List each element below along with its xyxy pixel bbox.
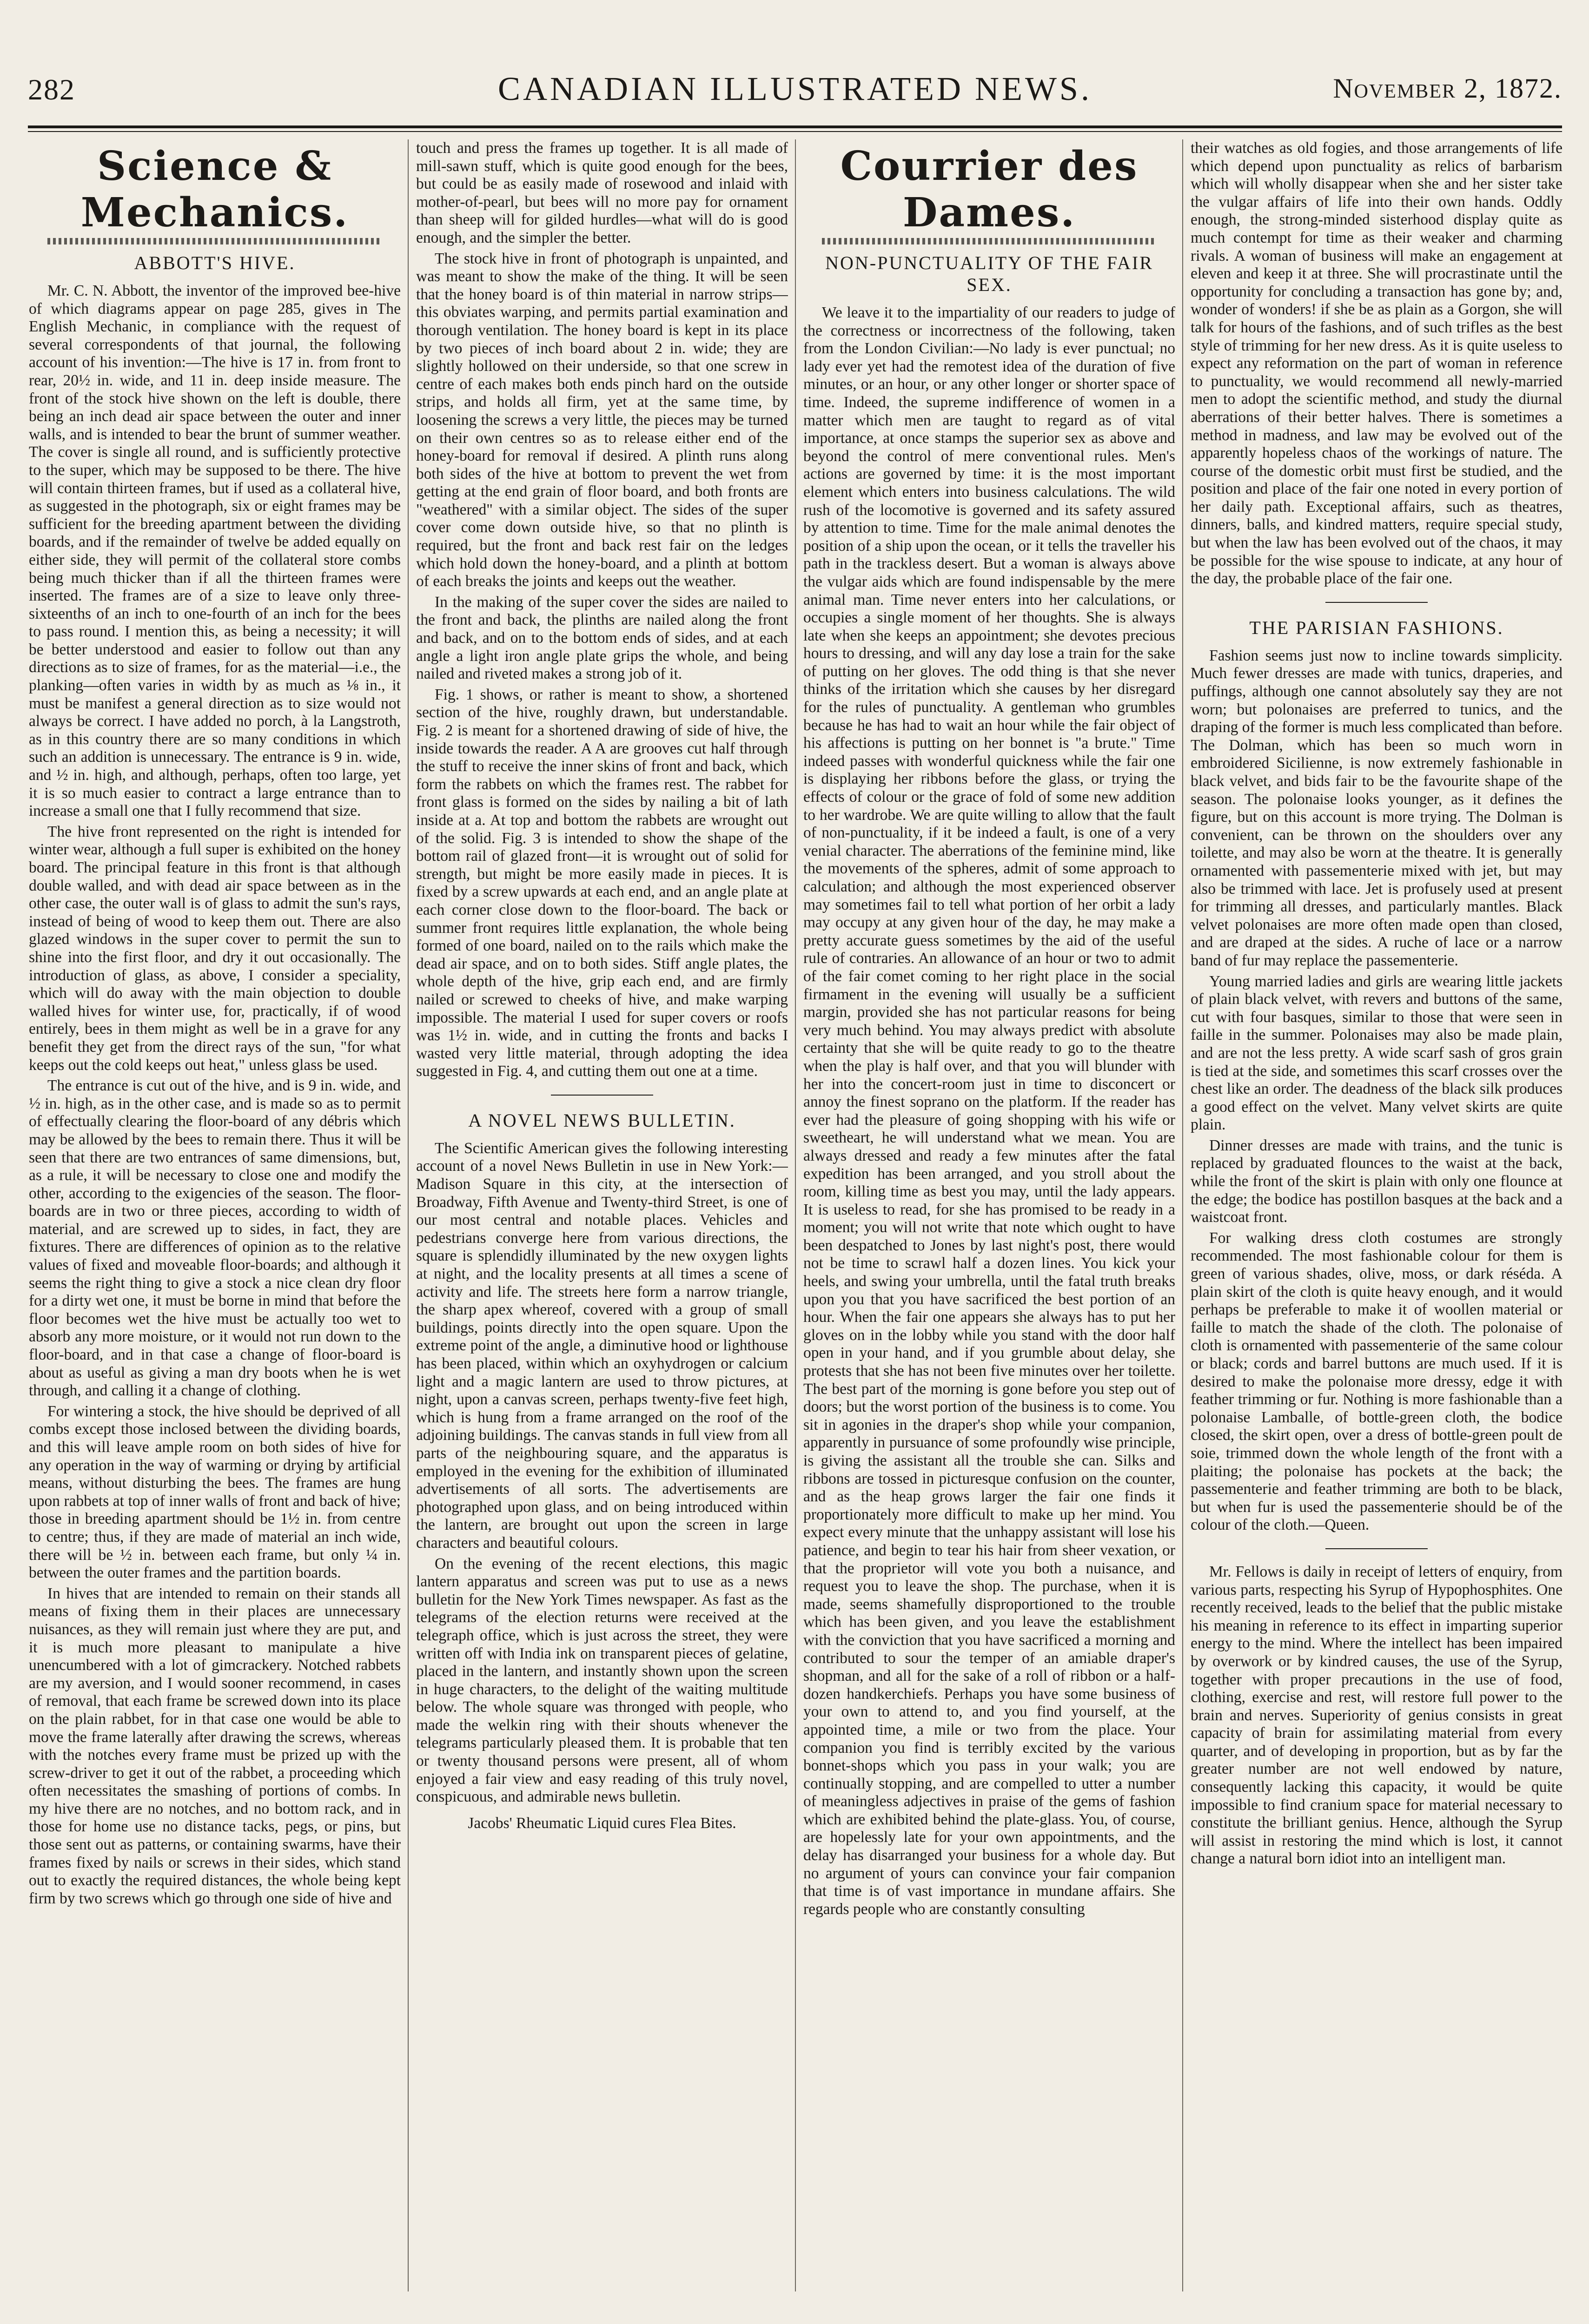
- article-title-non-punctuality: NON-PUNCTUALITY OF THE FAIR SEX.: [825, 252, 1153, 295]
- column-4: [1191, 139, 1563, 2291]
- article-title-abbotts-hive: ABBOTT'S HIVE.: [134, 252, 296, 273]
- paragraph: touch and press the frames up together. It is all made of mill-sawn stuff, which is quite good enough for the bees, but could be as easily made of rosewood and inlaid with mother-of-pearl, but bees will no more pay for ornament than sheep will for gilded hurdles—what will do is good enough, and the simpler the better.: [416, 139, 788, 246]
- paragraph: Fashion seems just now to incline towards simplicity. Much fewer dresses are made with tunics, draperies, and puffings, although one cannot absolutely say they are not worn; but polonaises are preferred to tunics, and the draping of the former is much less complicated than before. The Dolman, which has been so much worn in embroidered Sicilienne, is now extremely fashionable in black velvet, and bids fair to be the favourite shape of the season. The polonaise looks younger, as it defines the figure, but on this account is more trying. The Dolman is convenient, can be thrown on the shoulders over any toilette, and may also be worn at the theatre. It is generally ornamented with passementerie mixed with jet, but may also be trimmed with lace. Jet is profusely used at present for trimming all dresses, and particularly mantles. Black velvet polonaises are more often made open than closed, and are draped at the sides. A ruche of lace or a narrow band of fur may replace the passementerie.: [1191, 647, 1563, 969]
- column-rule: [1182, 139, 1183, 2291]
- paragraph: Mr. Fellows is daily in receipt of letters of enquiry, from various parts, respecting his Syrup of Hypophosphites. One recently received, leads to the belief that the public mistake his meaning in reference to its effect in imparting superior energy to the mind. Where the intellect has been impaired by overwork or by kindred causes, the use of the Syrup, together with proper precautions in the use of food, clothing, exercise and rest, will restore full power to the brain and nerves. Superiority of genius consists in great capacity of brain for assimilating material from every quarter, and of developing in proportion, but as by far the greater number are not well endowed by nature, consequently lacking this capacity, it would be quite impossible to find cranium space for material necessary to constitute the brilliant genius. Hence, although the Syrup will assist in restoring the mind which is lost, it cannot change a natural born idiot into an intelligent man.: [1191, 1563, 1563, 1868]
- column-3: [803, 139, 1175, 2291]
- paragraph: On the evening of the recent elections, this magic lantern apparatus and screen was put to use as a news bulletin for the New York Times newspaper. As fast as the telegrams of the election returns were received at the telegraph office, which is just across the street, they were written off with India ink on transparent pieces of gelatine, placed in the lantern, and instantly shown upon the screen in huge characters, to the delight of the waiting multitude below. The whole square was thronged with people, who made the welkin ring with their shouts whenever the telegrams particularly pleased them. It is probable that ten or twenty thousand persons were present, all of whom enjoyed a fair view and easy reading of this truly novel, conspicuous, and admirable news bulletin.: [416, 1555, 788, 1806]
- issue-date: November 2, 1872.: [1333, 73, 1562, 104]
- page-number: 282: [28, 73, 75, 106]
- paragraph: For wintering a stock, the hive should be deprived of all combs except those inclosed between the dividing boards, and this will leave ample room on both sides of hive for any operation in the way of warming or drying by artificial means, without disturbing the bees. The frames are hung upon rabbets at top of inner walls of front and back of hive; those in breeding apartment should be 1½ in. from centre to centre; thus, if they are made of material an inch wide, there will be ½ in. between each frame, but only ¼ in. between the outer frames and the partition boards.: [29, 1402, 401, 1582]
- masthead: [28, 65, 1562, 121]
- paragraph: We leave it to the impartiality of our readers to judge of the correctness or incorrectness of the following, taken from the London Civilian:—No lady is ever punctual; no lady ever yet had the remotest idea of the duration of five minutes, or an hour, or any other longer or shorter space of time. Indeed, the supreme indifference of women in a matter which men are taught to regard as of vital importance, at once stamps the superior sex as above and beyond the control of mere conventional rules. Men's actions are governed by time: it is the most important element which enters into business calculations. The wild rush of the locomotive is governed and its safety assured by attention to time. Time for the male animal denotes the position of a ship upon the ocean, or it tells the traveller his path in the trackless desert. But a woman is always above the vulgar aids which are found indispensable by the mere animal man. Time never enters into her calculations, or occupies a single moment of her thoughts. She is always late when she keeps an appointment; she devotes precious hours to dressing, and will any day lose a train for the sake of putting on her gloves. The odd thing is that she never thinks of the irritation which she causes by her disregard for the rules of punctuality. A gentleman who grumbles because he has had to wait an hour while the fair object of his affections is putting on her bonnet is "a brute." Time indeed passes with wonderful quickness while the fair one is displaying her ribbons before the glass, or trying the effects of colour or the grace of fold of some new addition to her wardrobe. We are quite willing to allow that the fault of non-punctuality, if it be indeed a fault, is one of a very venial character. The aberrations of the feminine mind, like the movements of the spheres, admit of some approach to calculation; and although the most experienced observer may sometimes fail to tell what portion of her orbit a lady may occupy at any given hour of the day, he may make a pretty accurate guess sometimes by the aid of the useful rule of contraries. An allowance of an hour or two to admit of the fair comet coming to her right place in the social firmament in the evening will usually be a sufficient margin, provided she has not particular reasons for being very much behind. You may always predict with absolute certainty that she will be quite ready to go to the theatre when the play is half over, and that you will blunder with her into the concert-room just in time to disconcert or annoy the finest soprano on the platform. If the reader has ever had the pleasure of going shopping with his wife or sweetheart, he will understand what we mean. You are always dressed and ready a few minutes after the fatal expedition has been arranged, and you stroll about the room, killing time as best you may, until the lady appears. It is useless to read, for she has promised to be ready in a moment; you will not write that note which ought to have been despatched to Jones by last night's post, there would not be time to scrawl half a dozen lines. You kick your heels, and swing your umbrella, until the fatal truth breaks upon you that you have sacrificed the best portion of an hour. When the fair one appears she always has to put her gloves on in the lobby while you stand with the door half open in your hand, and if you grumble about delay, she protests that she has not been five minutes over her toilette. The best part of the morning is gone before you step out of doors; but the worst portion of the business is to come. You sit in agonies in the draper's shop while your companion, apparently in pursuance of some profoundly wise principle, is giving the assistant all the trouble she can. Silks and ribbons are tossed in picturesque confusion on the counter, and as the heap grows larger the fair one finds it proportionately more difficult to make up her mind. You expect every minute that the unhappy assistant will lose his patience, and begin to tear his hair from sheer vexation, or that the proprietor will vote you both a nuisance, and request you to leave the shop. The purchase, when it is made, seems shamefully disproportioned to the trouble which has been given, and you leave the establishment with the conviction that you have sacrificed a morning and contributed to sour the temper of an amiable draper's shopman, and all for the sake of a roll of ribbon or a half-dozen handkerchiefs. Perhaps you have some business of your own to attend to, and you find yourself, at the appointed time, a mile or two from the place. Your companion you find is terribly excited by the various bonnet-shops which you pass in your walk; you are continually stopping, and are compelled to utter a number of meaningless adjectives in praise of the gems of fashion which are exhibited behind the plate-glass. You, of course, are hopelessly late for your own appointments, and the delay has disarranged your business for a whole day. But no argument of yours can convince your fair companion that time is of vast importance in mundane affairs. She regards people who are constantly consulting: [803, 304, 1175, 1918]
- divider: [551, 1095, 653, 1096]
- paragraph: The hive front represented on the right is intended for winter wear, although a full super is exhibited on the honey board. The principal feature in this front is that although double walled, and with dead air space between as in the other case, the outer wall is of glass to admit the sun's rays, instead of being of wood to keep them out. There are also glazed windows in the super cover to permit the sun to shine into the first floor, and dry it out occasionally. The introduction of glass, as above, I consider a speciality, which will do away with the main objection to double walled hives for winter use, for, practically, if of wood entirely, bees in them might as well be in a grave for any benefit they get from the direct rays of the sun, "for what keeps out the cold keeps out heat," unless glass be used.: [29, 823, 401, 1074]
- column-2: [416, 139, 788, 2291]
- article-title-news-bulletin: A NOVEL NEWS BULLETIN.: [468, 1109, 736, 1131]
- newspaper-title: CANADIAN ILLUSTRATED NEWS.: [498, 70, 1092, 107]
- column-1: [29, 139, 401, 2291]
- section-heading-courrier: Courrier des Dames.: [840, 143, 1139, 236]
- masthead-rule: [28, 125, 1562, 128]
- divider: [1325, 1548, 1428, 1549]
- paragraph: In the making of the super cover the sides are nailed to the front and back, the plinths are nailed along the front and back, and on to the bottom ends of sides, and at each angle a light iron angle plate grips the whole, and being nailed and riveted makes a strong job of it.: [416, 593, 788, 683]
- divider: [1325, 602, 1428, 603]
- paragraph: their watches as old fogies, and those arrangements of life which depend upon punctuality as relics of barbarism which will wholly disappear when she and her sister take the vulgar affairs of life into their own hands. Oddly enough, the strong-minded sisterhood display quite as much contempt for time as their weaker and charming rivals. A woman of business will make an engagement at eleven and keep it at three. She will procrastinate until the opportunity for concluding a transaction has gone by; and, wonder of wonders! if she be as plain as a Gorgon, she will talk for hours of the fashions, and of such trifles as the best style of trimming for her new dress. As it is quite useless to expect any reformation on the part of woman in reference to punctuality, we would recommend all newly-married men to adopt the scientific method, and study the diurnal aberrations of their better halves. There is sometimes a method in madness, and law may be evolved out of the apparently hopeless chaos of the workings of nature. The course of the domestic orbit must first be studied, and the position and place of the fair one noted in every portion of her daily path. Exceptional affairs, such as theatres, dinners, balls, and kindred matters, require special study, but when the law has been evolved out of the chaos, it may be possible for the wise spouse to indicate, at any hour of the day, the probable place of the fair one.: [1191, 139, 1563, 588]
- paragraph: The entrance is cut out of the hive, and is 9 in. wide, and ½ in. high, as in the other case, and is made so as to permit of effectually clearing the floor-board of any débris which may be allowed by the bees to remain there. Thus it will be seen that there are two entrances of same dimensions, but, as a rule, it will be necessary to close one and modify the other, according to the exigencies of the season. The floor-boards are in two or three pieces, according to width of material, and are screwed up to sides, in fact, they are fixtures. There are differences of opinion as to the relative values of fixed and moveable floor-boards; and although it seems the right thing to give a stock a nice clean dry floor for a dirty wet one, it must be borne in mind that before the floor becomes wet the hive must be actually too wet to absorb any more moisture, or it would not run down to the floor-board, and in that case a change of floor-board is about as useful as giving a man dry boots when he is wet through, and calling it a change of clothing.: [29, 1077, 401, 1400]
- advertisement-line: Jacobs' Rheumatic Liquid cures Flea Bites.: [468, 1814, 736, 1832]
- paragraph: In hives that are intended to remain on their stands all means of fixing them in their places are unnecessary nuisances, as they will remain just where they are put, and it is much more pleasant to manipulate a hive unencumbered with a lot of gimcrackery. Notched rabbets are my aversion, and I would sooner recommend, in cases of removal, that each frame be screwed down into its place on the plain rabbet, for in that case one would be able to move the frame laterally after drawing the screws, whereas with the notches every frame must be prized up with the screw-driver to get it out of the rabbet, a proceeding which often necessitates the smashing of portions of combs. In my hive there are no notches, and no bottom rack, and in those for home use no distance tacks, pegs, or pins, but those sent out as patterns, or containing swarms, have their frames fixed by nails or screws in their sides, which stand out to exactly the required distances, the whole being kept firm by two screws which go through one side of hive and: [29, 1585, 401, 1907]
- section-heading-science: Science & Mechanics.: [80, 143, 349, 236]
- paragraph: The stock hive in front of photograph is unpainted, and was meant to show the make of the thing. It will be seen that the honey board is of thin material in narrow strips—this obviates warping, and permits partial examination and thorough ventilation. The honey board is kept in its place by two pieces of inch board about 2 in. wide; they are slightly hollowed on their underside, so that one screw in centre of each makes both ends pinch hard on the outside strips, and holds all firm, yet at the same time, by loosening the screws a very little, the pieces may be turned on their own centres so as to release either end of the honey-board for removal if desired. A plinth runs along both sides of the hive at bottom to prevent the wet from getting at the end grain of floor board, and both fronts are "weathered" with a similar object. The sides of the super cover come down outside hive, so that no plinth is required, but the front and back rest fair on the ledges which hold down the honey-board, and a plinth at bottom of each breaks the joints and keeps out the weather.: [416, 250, 788, 590]
- paragraph: Dinner dresses are made with trains, and the tunic is replaced by graduated flounces to the waist at the back, while the front of the skirt is plain with only one flounce at the edge; the bodice has postillon basques at the back and a waistcoat front.: [1191, 1136, 1563, 1226]
- article-title-parisian-fashions: THE PARISIAN FASHIONS.: [1249, 617, 1504, 638]
- ornament-rule: [822, 238, 1157, 244]
- paragraph: Young married ladies and girls are wearing little jackets of plain black velvet, with revers and buttons of the same, cut with four basques, similar to those that were seen in faille in the summer. Polonaises may also be made plain, and are not the less pretty. A wide scarf sash of gros grain is tied at the side, and sometimes this scarf crosses over the chest like an order. The deadness of the black silk produces a good effect on the velvet. Many velvet skirts are quite plain.: [1191, 972, 1563, 1134]
- paragraph: Mr. C. N. Abbott, the inventor of the improved bee-hive of which diagrams appear on page 285, gives in The English Mechanic, in compliance with the request of several correspondents of that journal, the following account of his invention:—The hive is 17 in. from front to rear, 20½ in. wide, and 11 in. deep inside measure. The front of the stock hive shown on the left is double, there being an inch dead air space between the outer and inner walls, and is intended to bear the brunt of summer weather. The cover is single all round, and is sufficiently protective to the super, which may be supposed to be there. The hive will contain thirteen frames, but if used as a collateral hive, as suggested in the photograph, six or eight frames may be sufficient for the breeding apartment between the dividing boards, and if the remainder of twelve be added equally on either side, they will permit of the collateral store combs being much thicker than if all the thirteen frames were inserted. The frames are of a size to leave only three-sixteenths of an inch to one-fourth of an inch for the bees to pass round. I mention this, as being a necessity; it will be better understood and easier to follow out than any directions as to size of frames, for as the material—i.e., the planking—often varies in width by as much as ⅛ in., it must be manifest a general direction as to size would not always be correct. I have added no porch, à la Langstroth, as in this country there are so many conditions in which such an addition is unnecessary. The entrance is 9 in. wide, and ½ in. high, and although, perhaps, often too large, yet it is so much easier to contract a large entrance than to increase a small one that I fully recommend that size.: [29, 282, 401, 820]
- masthead-rule-thin: [28, 131, 1562, 132]
- paragraph: The Scientific American gives the following interesting account of a novel News Bulletin in use in New York:—Madison Square in this city, at the intersection of Broadway, Fifth Avenue and Twenty-third Street, is one of our most central and notable places. Vehicles and pedestrians converge here from various directions, the square is splendidly illuminated by the new oxygen lights at night, and the locality presents at all times a scene of activity and life. The streets here form a narrow triangle, the sharp apex whereof, covered with a group of small buildings, points directly into the open square. Upon the extreme point of the angle, a diminutive hood or lighthouse has been placed, within which an oxyhydrogen or calcium light and a magic lantern are used to throw pictures, at night, upon a canvas screen, perhaps twenty-five feet high, which is hung from a frame arranged on the roof of the adjoining buildings. The canvas stands in full view from all parts of the neighbouring square, and the apparatus is employed in the evening for the exhibition of illuminated advertisements of all sorts. The advertisements are photographed upon glass, and on being introduced within the lantern, are brought out upon the screen in large characters and beautiful colours.: [416, 1139, 788, 1552]
- paragraph: For walking dress cloth costumes are strongly recommended. The most fashionable colour for them is green of various shades, olive, moss, or dark réséda. A plain skirt of the cloth is quite heavy enough, and it would perhaps be preferable to make it of woollen material or faille to match the shade of the cloth. The polonaise of cloth is ornamented with passementerie of the same colour or black; cords and barrel buttons are much used. If it is desired to make the polonaise more dressy, edge it with feather trimming or fur. Nothing is more fashionable than a polonaise Lamballe, of bottle-green cloth, the bodice closed, the skirt open, over a dress of bottle-green poult de soie, trimmed down the whole length of the front with a plaiting; the polonaise has pockets at the back; the passementerie and feather trimming are both to be black, but when fur is used the passementerie should be of the colour of the cloth.—Queen.: [1191, 1229, 1563, 1534]
- column-rule: [408, 139, 409, 2291]
- column-rule: [795, 139, 796, 2291]
- ornament-rule: [47, 238, 382, 244]
- paragraph: Fig. 1 shows, or rather is meant to show, a shortened section of the hive, roughly drawn, but understandable. Fig. 2 is meant for a shortened drawing of side of hive, the inside towards the reader. A A are grooves cut half through the stuff to receive the inner skins of front and back, which form the rabbets on which the frames rest. The rabbet for front glass is formed on the sides by nailing a bit of lath inside at a. At top and bottom the rabbets are wrought out of the solid. Fig. 3 is intended to show the shape of the bottom rail of glazed front—it is wrought out of solid for strength, but might be more easily made in pieces. It is fixed by a screw upwards at each end, and an angle plate at each corner close down to the floor-board. The back or summer front requires little explanation, the whole being formed of one board, nailed on to the rails which make the dead air space, and on to both sides. Stiff angle plates, the whole depth of the hive, grip each end, and are firmly nailed or screwed to cheeks of hive, and make warping impossible. The material I used for super covers or roofs was 1½ in. wide, and in cutting the fronts and backs I wasted very little material, through adopting the idea suggested in Fig. 4, and cutting them out one at a time.: [416, 686, 788, 1080]
